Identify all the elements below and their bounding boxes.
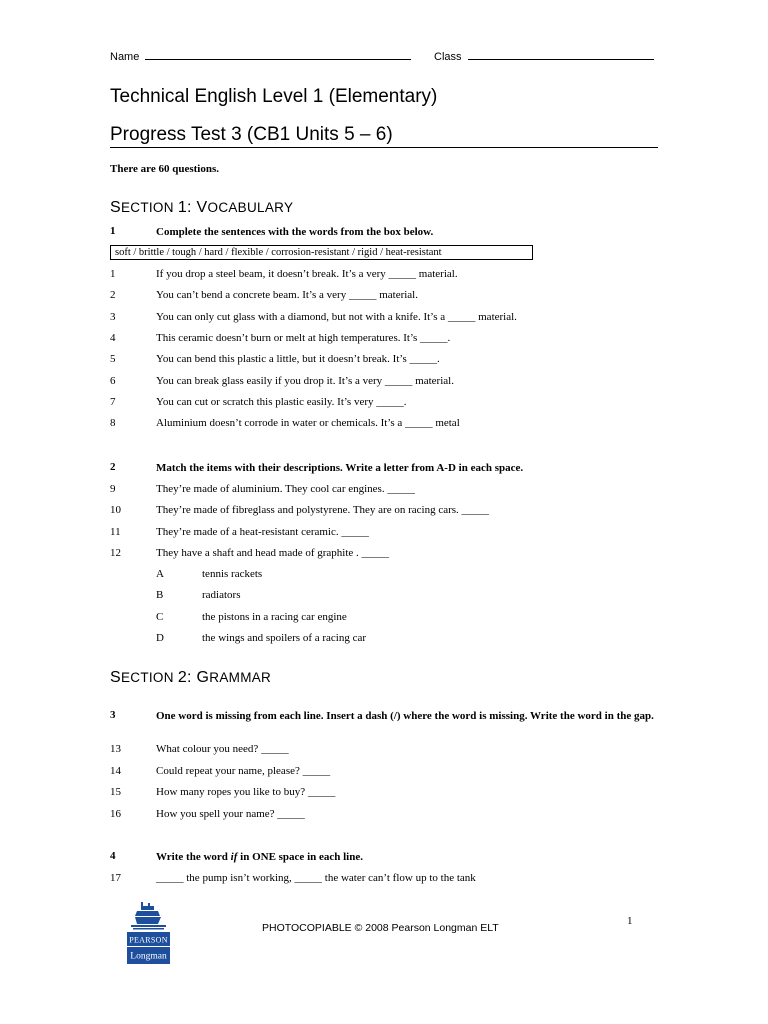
question-number: 4 xyxy=(110,331,116,344)
question-text: You can bend this plastic a little, but it doesn’t break. It’s _____. xyxy=(156,353,440,366)
section-1-heading: SECTION 1: VOCABULARY xyxy=(110,199,294,216)
question-text: Aluminium doesn’t corrode in water or chemicals. It’s a _____ metal xyxy=(156,417,460,430)
question-number: 1 xyxy=(110,268,116,280)
question-text: You can cut or scratch this plastic easily. It’s very _____. xyxy=(156,395,407,408)
question-number: 7 xyxy=(110,395,116,408)
question-number: 16 xyxy=(110,808,121,821)
svg-text:Longman: Longman xyxy=(130,951,167,962)
ship-icon xyxy=(127,900,170,964)
instruction-text: Complete the sentences with the words from the box below. xyxy=(156,226,434,238)
question-number: 15 xyxy=(110,786,121,799)
instruction-text: Write the word if in ONE space in each line. xyxy=(156,851,363,863)
exercise-3-instruction xyxy=(110,709,658,739)
exercise-2-instruction xyxy=(110,461,658,475)
question-number: 3 xyxy=(110,310,116,323)
option-letter: D xyxy=(156,631,164,644)
question-text: Could repeat your name, please? _____ xyxy=(156,764,331,777)
name-line xyxy=(145,50,411,60)
option-text: radiators xyxy=(202,589,241,602)
class-line xyxy=(468,50,654,60)
exercise-number: 3 xyxy=(110,709,116,721)
question-number: 2 xyxy=(110,289,116,302)
question-text: They’re made of fibreglass and polystyrene. They are on racing cars. _____ xyxy=(156,504,490,517)
pearson-longman-logo xyxy=(127,900,170,964)
question-text: What colour you need? _____ xyxy=(156,743,289,755)
question-text: They’re made of aluminium. They cool car engines. _____ xyxy=(156,483,415,495)
exercise-4-instruction xyxy=(110,850,658,864)
question-text: How many ropes you like to buy? _____ xyxy=(156,786,336,799)
page-title: Technical English Level 1 (Elementary) xyxy=(110,86,438,107)
question-number: 8 xyxy=(110,417,116,430)
option-letter: C xyxy=(156,610,164,623)
class-label: Class xyxy=(434,51,462,63)
question-text: You can only cut glass with a diamond, but not with a knife. It’s a _____ material. xyxy=(156,310,517,323)
question-number: 17 xyxy=(110,872,121,884)
question-count: There are 60 questions. xyxy=(110,163,219,175)
question-text: You can break glass easily if you drop it. It’s a very _____ material. xyxy=(156,374,454,387)
question-text: If you drop a steel beam, it doesn’t break. It’s a very _____ material. xyxy=(156,268,458,280)
section-2-heading: SECTION 2: GRAMMAR xyxy=(110,669,272,686)
question-number: 12 xyxy=(110,546,121,559)
question-text: How you spell your name? _____ xyxy=(156,808,305,821)
copyright-notice: PHOTOCOPIABLE © 2008 Pearson Longman ELT xyxy=(262,922,499,934)
question-number: 9 xyxy=(110,483,116,495)
option-text: the wings and spoilers of a racing car xyxy=(202,631,367,644)
page-subtitle: Progress Test 3 (CB1 Units 5 – 6) xyxy=(110,124,393,145)
exercise-1-instruction xyxy=(110,225,658,239)
exercise-number: 1 xyxy=(110,225,116,237)
question-number: 5 xyxy=(110,353,116,366)
question-text: They have a shaft and head made of graphite . _____ xyxy=(156,546,390,559)
word-box: soft / brittle / tough / hard / flexible / corrosion-resistant / rigid / heat-resistant xyxy=(110,245,533,260)
instruction-text: Match the items with their descriptions. Write a letter from A-D in each space. xyxy=(156,462,524,474)
class-field xyxy=(434,50,654,63)
option-text: tennis rackets xyxy=(202,568,263,580)
option-letter: B xyxy=(156,589,164,602)
question-number: 13 xyxy=(110,743,121,755)
question-number: 6 xyxy=(110,374,116,387)
svg-text:PEARSON: PEARSON xyxy=(129,935,168,945)
question-number: 14 xyxy=(110,764,121,777)
page-number: 1 xyxy=(627,915,633,927)
name-field xyxy=(110,50,411,63)
title-rule xyxy=(110,147,658,148)
question-text: You can’t bend a concrete beam. It’s a very _____ material. xyxy=(156,289,418,302)
option-letter: A xyxy=(156,568,164,580)
question-text: _____ the pump isn’t working, _____ the water can’t flow up to the tank xyxy=(156,872,476,884)
question-text: This ceramic doesn’t burn or melt at high temperatures. It’s _____. xyxy=(156,331,451,344)
question-number: 11 xyxy=(110,525,121,538)
question-number: 10 xyxy=(110,504,121,517)
name-label: Name xyxy=(110,51,140,63)
exercise-number: 4 xyxy=(110,850,116,862)
exercise-number: 2 xyxy=(110,461,116,473)
instruction-text: One word is missing from each line. Insert a dash (/) where the word is missing. Write the word in the gap. xyxy=(156,710,654,722)
option-text: the pistons in a racing car engine xyxy=(202,610,347,623)
question-text: They’re made of a heat-resistant ceramic. _____ xyxy=(156,525,369,538)
